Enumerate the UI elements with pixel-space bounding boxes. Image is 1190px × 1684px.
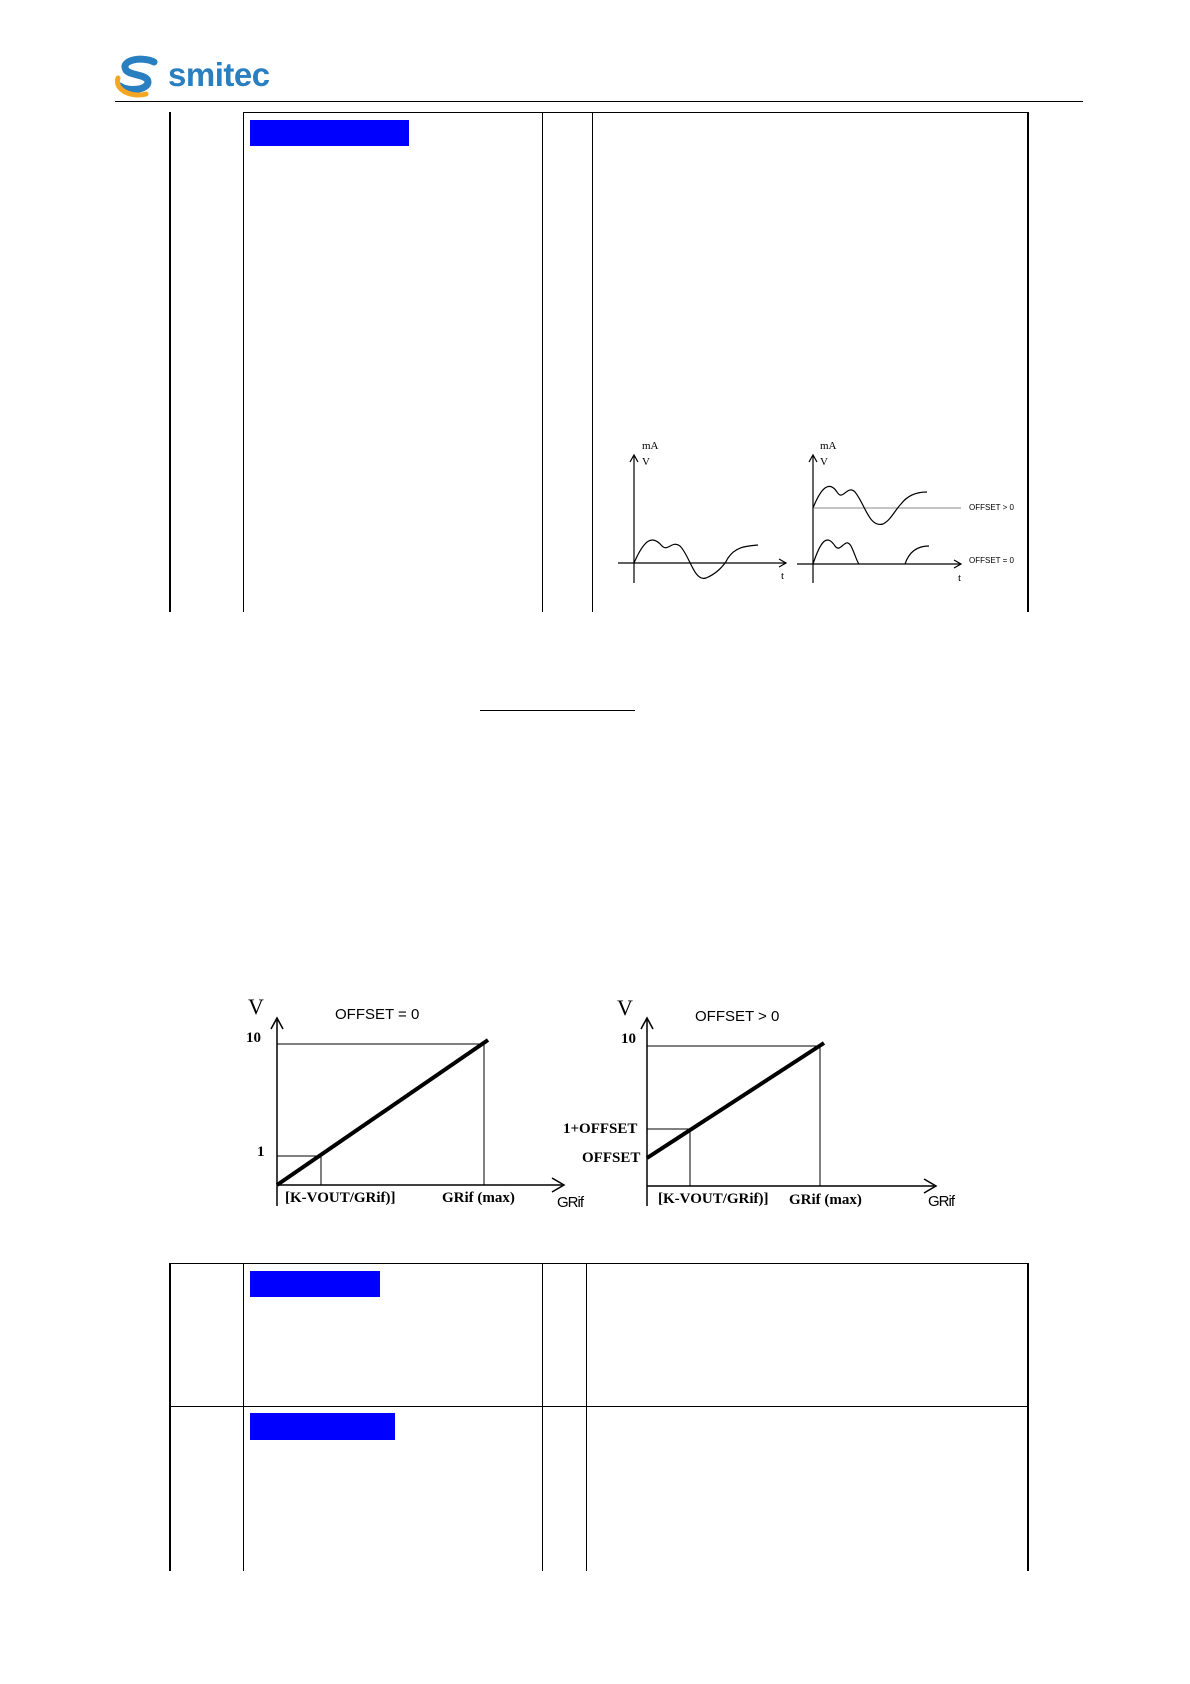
highlight-block — [250, 1413, 395, 1440]
highlight-block — [250, 120, 409, 146]
bottom-table-top-rule — [169, 1263, 1029, 1264]
bottom-table-col-2 — [542, 1263, 543, 1571]
waveform-left-y-label-1: mA — [642, 440, 659, 452]
highlight-block — [250, 1271, 380, 1297]
graph-offset-zero-y-axis: V — [248, 994, 264, 1019]
top-table-col-2 — [542, 112, 543, 612]
bottom-table-col-1 — [243, 1263, 244, 1571]
waveform-left-y-label-2: V — [642, 456, 650, 468]
graph-offset-zero-x-axis: GRif — [557, 1194, 583, 1211]
top-table-border-left — [169, 112, 171, 612]
bottom-table-row-rule — [169, 1406, 1029, 1407]
graph-offset-zero-x-tick-2: GRif (max) — [442, 1190, 515, 1206]
waveform-right-label-upper: OFFSET > 0 — [969, 503, 1014, 512]
top-table-col-3 — [592, 112, 593, 612]
graph-offset-positive-x-tick-1: [K-VOUT/GRif)] — [658, 1191, 769, 1207]
graph-offset-positive-y-tick-mid: 1+OFFSET — [563, 1121, 638, 1137]
graph-offset-positive-x-tick-2: GRif (max) — [789, 1192, 862, 1208]
graph-offset-positive-y-axis: V — [617, 995, 633, 1020]
graph-offset-positive-y-tick-top: 10 — [621, 1031, 636, 1047]
waveform-left-x-label: t — [781, 570, 785, 582]
text-underline — [480, 710, 635, 711]
waveform-left-plot — [610, 450, 790, 590]
top-table-top-rule — [243, 112, 1028, 113]
waveform-right-x-label: t — [958, 572, 962, 584]
graph-offset-positive-title: OFFSET > 0 — [695, 1008, 780, 1025]
graph-offset-positive-plot — [610, 1010, 950, 1210]
bottom-table-border-left — [169, 1263, 171, 1571]
graph-offset-zero-y-tick-low: 1 — [257, 1144, 265, 1160]
graph-offset-zero-plot — [240, 1010, 580, 1210]
smitec-logo-icon — [114, 56, 166, 98]
bottom-table-border-right — [1027, 1263, 1029, 1571]
graph-offset-positive-x-axis: GRif — [928, 1193, 954, 1210]
waveform-right-plot — [795, 450, 975, 590]
graph-offset-zero-y-tick-top: 10 — [246, 1030, 261, 1046]
top-table-col-1 — [243, 112, 244, 612]
top-table-border-right — [1027, 112, 1029, 612]
bottom-table-col-3 — [586, 1263, 587, 1571]
header-divider — [115, 101, 1083, 102]
waveform-right-y-label-1: mA — [820, 440, 837, 452]
graph-offset-positive-y-tick-low: OFFSET — [582, 1150, 641, 1166]
waveform-right-y-label-2: V — [820, 456, 828, 468]
waveform-right-label-lower: OFFSET = 0 — [969, 556, 1014, 565]
graph-offset-zero-title: OFFSET = 0 — [335, 1006, 420, 1023]
brand-name: smitec — [168, 56, 270, 93]
graph-offset-zero-x-tick-1: [K-VOUT/GRif)] — [285, 1190, 396, 1206]
